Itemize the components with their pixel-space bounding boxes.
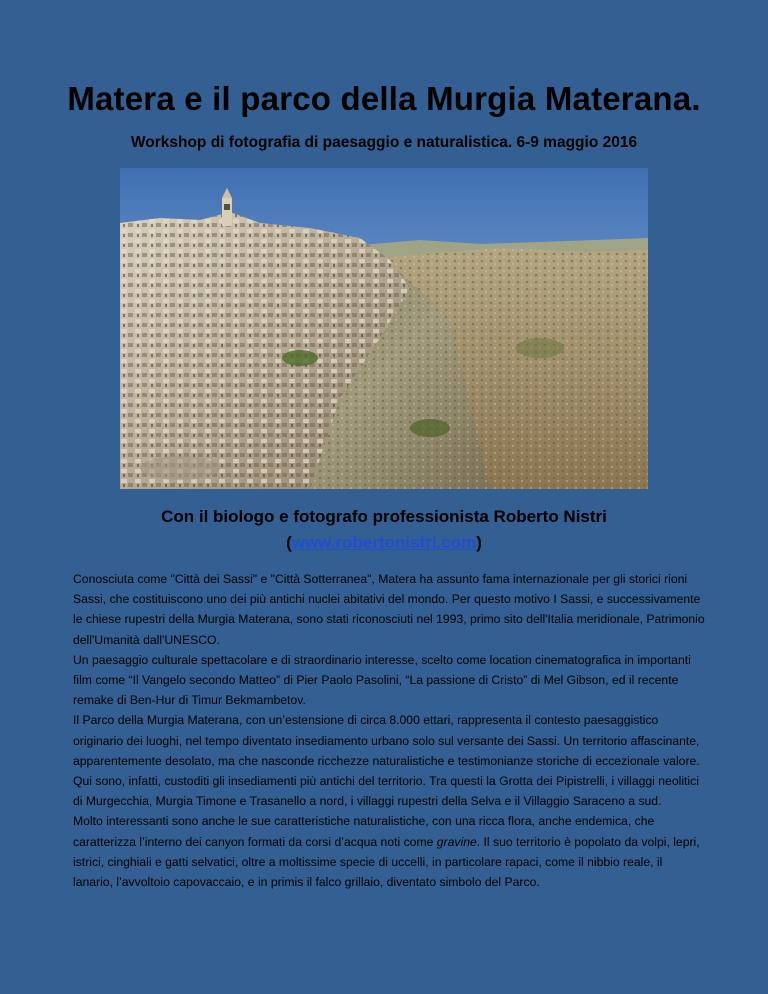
- paragraph-3: Il Parco della Murgia Materana, con un’estensione di circa 8.000 ettari, rappresenta il contesto paesaggistico originario dei luoghi, nel tempo diventato insediamento urbano solo sul versante dei Sassi. Un territorio affascinante, apparentemente desolato, ma che nasconde ricchezze naturalistiche e testimonianze storiche di eccezionale valore. Qui sono, infatti, custoditi gli insediamenti più antichi del territorio. Tra questi la Grotta dei Pipistrelli, i villaggi neolitici di Murgecchia, Murgia Timone e Trasanello a nord, i villaggi rupestri della Selva e il Villaggio Saraceno a sud.: [73, 713, 700, 809]
- photographer-credit: Con il biologo e fotografo professionista Roberto Nistri: [161, 507, 607, 526]
- open-paren: (: [286, 533, 292, 552]
- paragraph-1: Conosciuta come "Città dei Sassi" e "Città Sotterranea", Matera ha assunto fama internazionale per gli storici rioni Sassi, che costituiscono uno dei più antichi nuclei abitativi del mondo. Per questo motivo I Sassi, e successivamente le chiese rupestri della Murgia Materana, sono stati riconosciuti nel 1993, primo sito dell'Italia meridionale, Patrimonio dell'Umanità dall'UNESCO.: [73, 572, 705, 647]
- paragraph-2: Un paesaggio culturale spettacolare e di straordinario interesse, scelto come location cinematografica in importanti film come “Il Vangelo secondo Matteo” di Pier Paolo Pasolini, “La passione di Cristo” di Mel Gibson, ed il recente remake di Ben-Hur di Timur Bekmambetov.: [73, 652, 691, 708]
- paragraph-4-start: Molto interessanti sono anche le sue caratteristiche naturalistiche, con una ricca flora, anche endemica, che caratterizza l’interno dei canyon formati da corsi d’acqua noti come: [73, 814, 655, 849]
- body-text: [73, 569, 705, 892]
- landscape-photo: [120, 168, 648, 489]
- paragraph-4: [73, 811, 705, 892]
- document-title: Matera e il parco della Murgia Materana.: [67, 80, 701, 117]
- gravine-term: gravine: [436, 834, 477, 849]
- website-link[interactable]: www.robertonistri.com: [291, 533, 477, 552]
- website-line: [0, 533, 768, 553]
- paragraph-4-end: . Il suo territorio è popolato da volpi, lepri, istrici, cinghiali e gatti selvatici, oltre a moltissime specie di uccelli, in particolare rapaci, come il nibbio reale, il lanario, l’avvoltoio capovaccaio, e in primis il falco grillaio, diventato simbolo del Parco.: [73, 834, 700, 890]
- document-subtitle: Workshop di fotografia di paesaggio e naturalistica. 6-9 maggio 2016: [130, 134, 638, 151]
- close-paren: ): [476, 533, 482, 552]
